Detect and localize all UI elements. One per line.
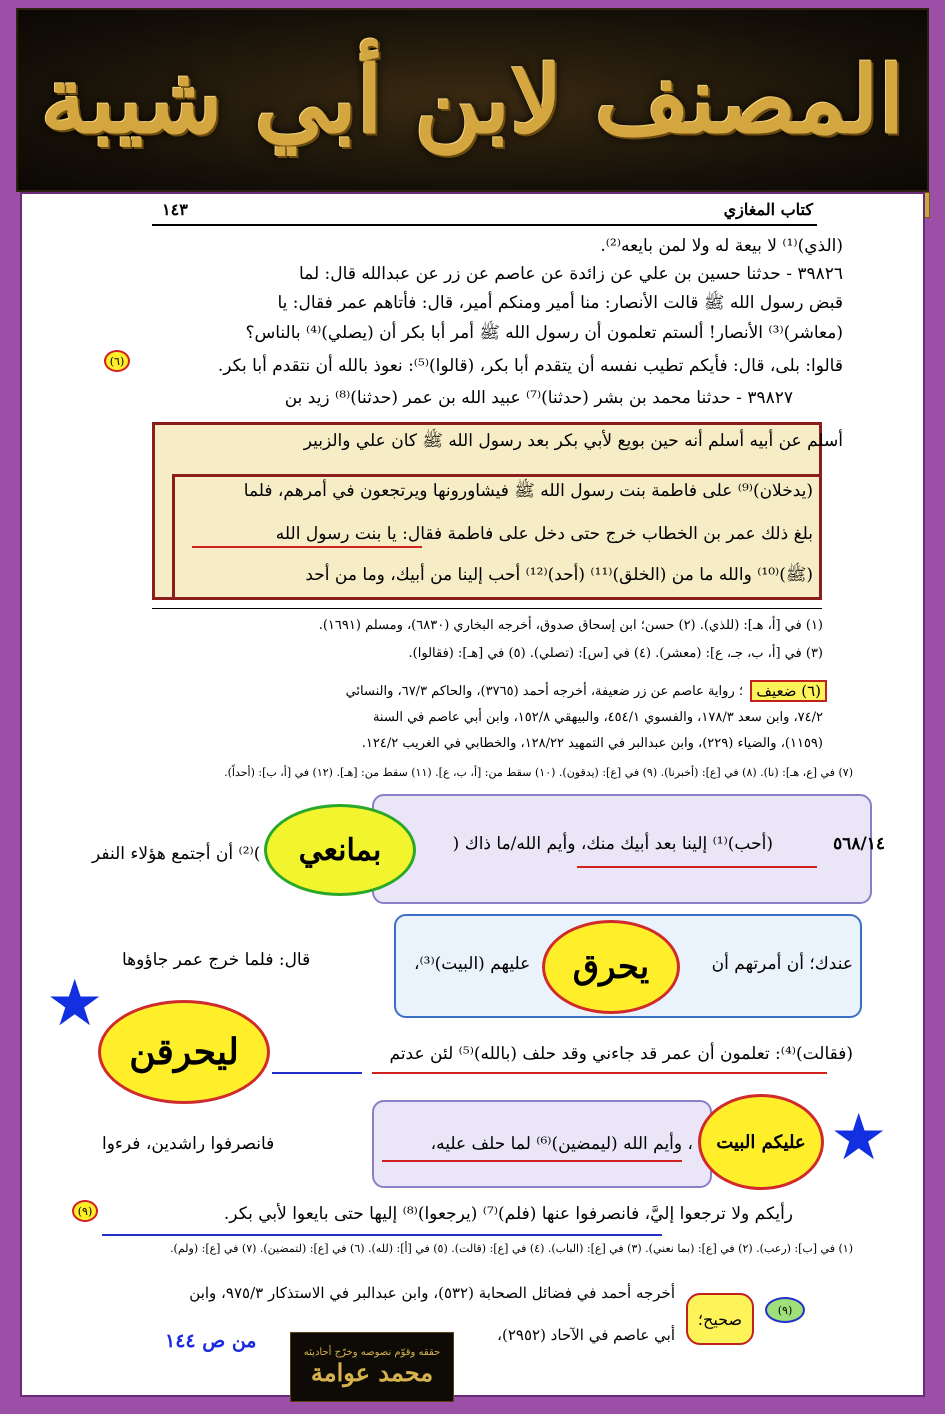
passage-line-1: (أحب)⁽¹⁾ إلينا بعد أبيك منك، وأيم الله/ما ذاك ( [452, 834, 773, 854]
book-title: كتاب المغازي [723, 200, 813, 219]
footnote-6: (٧) في [ع، هـ]: (نا). (٨) في [ع]: (أخبرنا). (٩) في [ع]: (يدقون). (١٠) سقط من: [أ، ب، ع]. (١١) سقط من: [هـ]. (١٢) في [أ، ب]: (أحداً). [224, 766, 853, 779]
passage-line-2-start: عندك؛ أن أمرتهم أن [711, 954, 853, 974]
from-page-label: من ص ١٤٤ [165, 1330, 257, 1352]
text-line-4: (معاشر)⁽³⁾ الأنصار! ألستم تعلمون أن رسول الله ﷺ أمر أبا بكر أن (يصلي)⁽⁴⁾ بالناس؟ [245, 323, 843, 343]
passage-line-1-end: )⁽²⁾ أن أجتمع هؤلاء النفر [92, 844, 261, 864]
editor-stamp [290, 1332, 454, 1402]
highlight-word-bimani: بمانعي [264, 804, 416, 896]
banner-title: المصنف لابن أبي شيبة [40, 46, 905, 154]
passage-line-4-tail: فانصرفوا راشدين، فرءوا [102, 1134, 275, 1154]
underline-blue-2 [102, 1234, 662, 1236]
footnote-marker-9b: (٩) [765, 1297, 805, 1323]
footnote-2: (٣) في [أ، ب، جـ، ع]: (معشر). (٤) في [س]: (تصلي). (٥) في [هـ]: (فقالوا). [408, 646, 823, 661]
text-line-6: ٣٩٨٢٧ - حدثنا محمد بن بشر (حدثنا)⁽⁷⁾ عبيد الله بن عمر (حدثنا)⁽⁸⁾ زيد بن [284, 388, 793, 408]
text-line-3: قبض رسول الله ﷺ قالت الأنصار: منا أمير ومنكم أمير، قال: فأتاهم عمر فقال: يا [277, 293, 843, 313]
source-line-1: أخرجه أحمد في فضائل الصحابة (٥٣٢)، وابن عبدالبر في الاستذكار ٩٧٥/٣، وابن [189, 1284, 675, 1302]
footnote-section2: (١) في [ب]: (رعب). (٢) في [ع]: (بما نعني). (٣) في [ع]: (الباب). (٤) في [ع]: (قالت). (٥) في [أ]: (لله). (٦) في [ع]: (لتمضين). (٧) في [ع]: (ولم). [170, 1242, 853, 1255]
underline-red-3 [372, 1072, 827, 1074]
highlight-word-yuhriq: يحرق [542, 920, 680, 1014]
volume-page-ref: ٥٦٨/١٤ [833, 834, 885, 854]
grade-badge-weak: (٦) ضعيف [750, 680, 827, 702]
grade-badge-sahih: صحيح؛ [686, 1293, 754, 1345]
page-number: ١٤٣ [162, 200, 188, 219]
passage-line-2-tail: قال: فلما خرج عمر جاؤوها [122, 950, 311, 970]
underline-blue [272, 1072, 362, 1074]
footnote-marker-9: (٩) [72, 1200, 98, 1222]
footnote-rule [152, 608, 822, 609]
highlight-word-layuhriqanna: ليحرقن [98, 1000, 270, 1104]
footnote-marker-6: (٦) [104, 350, 130, 372]
passage-line-2-end: عليهم (البيت)⁽³⁾، [414, 954, 531, 974]
header-rule [152, 224, 817, 226]
text-line-2: ٣٩٨٢٦ - حدثنا حسين بن علي عن زائدة عن عاصم عن زر عن عبدالله قال: لما [298, 264, 843, 284]
star-icon-2: ★ [830, 1101, 888, 1175]
underline-red [192, 546, 422, 548]
text-line-9: بلغ ذلك عمر بن الخطاب خرج حتى دخل على فاطمة فقال: يا بنت رسول الله [275, 524, 813, 544]
text-line-5: قالوا: بلى، قال: فأيكم تطيب نفسه أن يتقدم أبا بكر، (قالوا)⁽⁵⁾: نعوذ بالله أن نتقدم أبا بكر. [217, 356, 843, 376]
stamp-line-1: حققه وقوّم نصوصه وخرّج أحاديثه [303, 1347, 441, 1358]
footnote-1: (١) في [أ، هـ]: (للذي). (٢) حسن؛ ابن إسحاق صدوق، أخرجه البخاري (٦٨٣٠)، ومسلم (١٦٩١). [318, 618, 823, 633]
text-line-7: أسلم عن أبيه أسلم أنه حين بويع لأبي بكر بعد رسول الله ﷺ كان علي والزبير [303, 431, 843, 451]
text-line-1: (الذي)⁽¹⁾ لا بيعة له ولا لمن بايعه⁽²⁾. [600, 236, 843, 256]
title-banner [16, 8, 929, 192]
star-icon: ★ [46, 967, 104, 1041]
passage-line-4: ، وأيم الله (ليمضين)⁽⁶⁾ لما حلف عليه، [430, 1134, 693, 1154]
footnote-3: ؛ رواية عاصم عن زر ضعيفة، أخرجه أحمد (٣٧٦٥)، والحاكم ٦٧/٣، والنسائي [345, 684, 743, 699]
footnote-4: ٧٤/٢، وابن سعد ١٧٨/٣، والفسوي ٤٥٤/١، والبيهقي ١٥٢/٨، وابن أبي عاصم في السنة [372, 710, 823, 725]
highlight-word-albayt: عليكم البيت [698, 1094, 824, 1190]
underline-red-2 [577, 866, 817, 868]
passage-line-5: رأيكم ولا ترجعوا إليَّ، فانصرفوا عنها (فلم)⁽⁷⁾ (يرجعوا)⁽⁸⁾ إليها حتى بايعوا لأبي بكر. [223, 1204, 793, 1224]
source-line-2: أبي عاصم في الآحاد (٢٩٥٢)، [497, 1326, 675, 1344]
text-line-10: (ﷺ)⁽¹⁰⁾ والله ما من (الخلق)⁽¹¹⁾ (أحد)⁽¹²⁾ أحب إلينا من أبيك، وما من أحد [305, 565, 813, 585]
underline-red-4 [382, 1160, 682, 1162]
text-line-8: (يدخلان)⁽⁹⁾ على فاطمة بنت رسول الله ﷺ فيشاورونها ويرتجعون في أمرهم، فلما [243, 481, 813, 501]
footnote-5: (١١٥٩)، والضياء (٢٢٩)، وابن عبدالبر في التمهيد ١٢٨/٢٢، والخطابي في الغريب ١٢٤/٢. [361, 736, 823, 751]
passage-line-3: (فقالت)⁽⁴⁾: تعلمون أن عمر قد جاءني وقد حلف (بالله)⁽⁵⁾ لئن عدتم [389, 1044, 853, 1064]
stamp-line-2: محمد عوامة [310, 1358, 434, 1387]
book-page [20, 192, 925, 1397]
